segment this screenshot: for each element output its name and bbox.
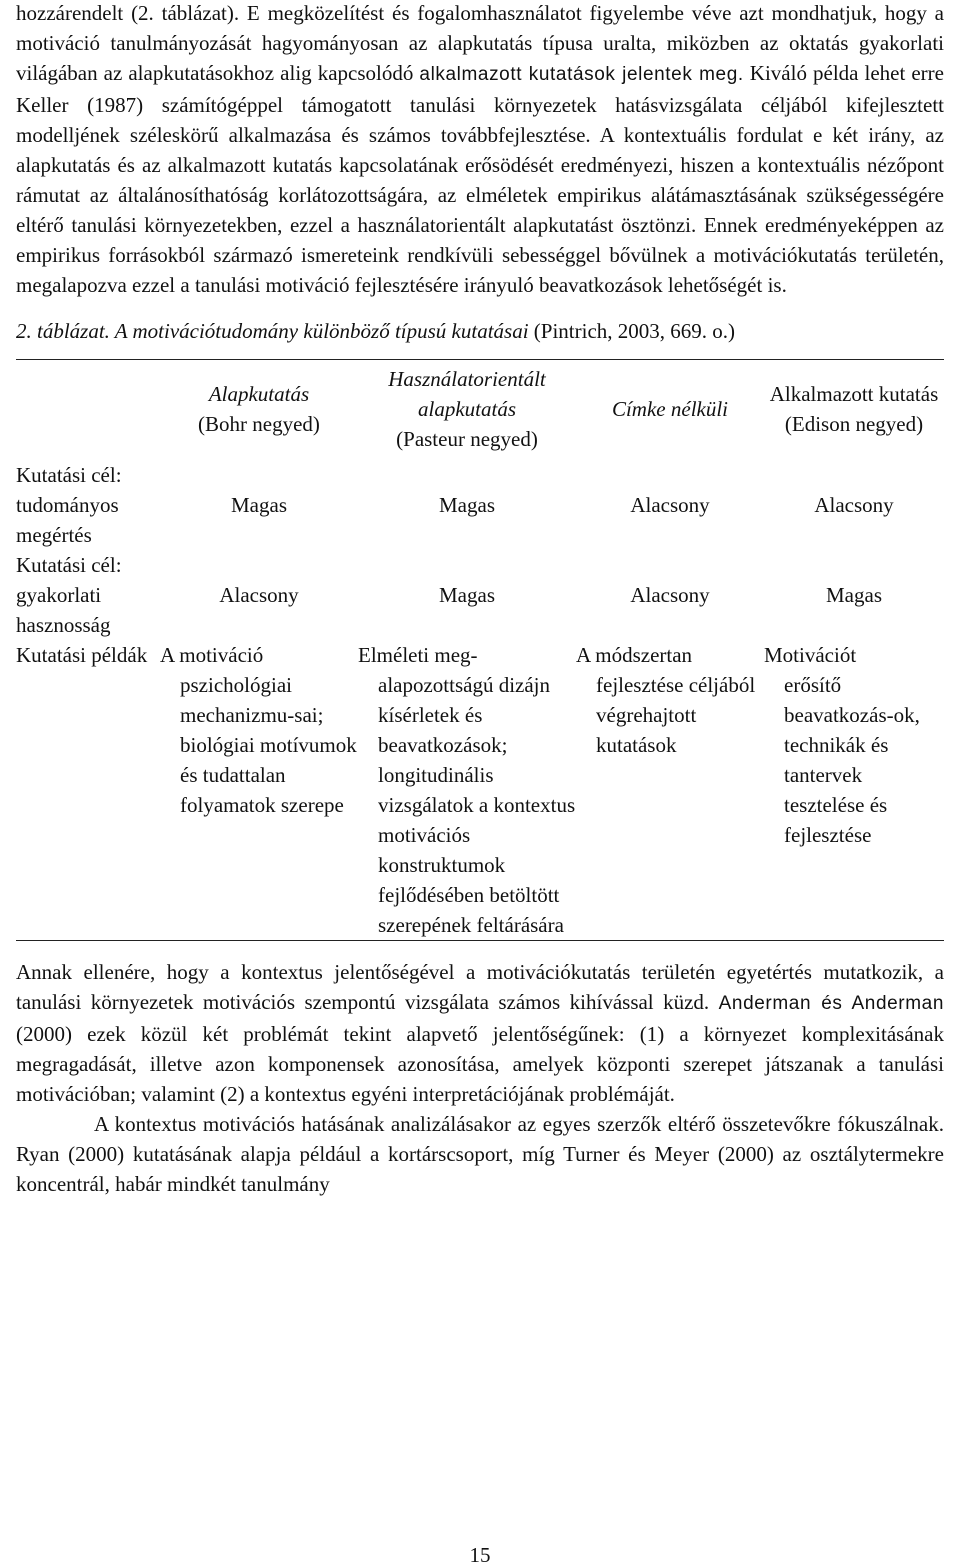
table-header-row [16, 360, 944, 461]
body-sans-run: Anderman és Anderman [718, 993, 944, 1014]
intro-sans-run: alkalmazott kutatások jelentek meg. [419, 64, 744, 85]
intro-paragraph [16, 0, 944, 300]
table-cell: Magas [439, 583, 495, 607]
example-cell: Motivációt erősítő beavatkozás-ok, technikák és tantervek tesztelése és fejlesztése [764, 643, 920, 847]
example-cell: Elméleti meg- alapozottságú dizájn kísérletek és beavatkozások; longitudinális vizsgálatok a kontextus motivációs konstruktumok fejlődésében betöltött szerepének feltárására [358, 643, 576, 937]
table-row [16, 550, 944, 640]
table-cell: Magas [826, 583, 882, 607]
body-text-start: Annak ellenére, hogy a kontextus jelentőségével a motivációkutatás területén egyetértés mutatkozik, a tanulási környezetek motivációs szempontú vizsgálata számos kihívással küzd. [16, 960, 944, 1014]
table-cell: Alacsony [219, 583, 299, 607]
table-row-examples [16, 640, 944, 941]
body-paragraph [16, 957, 944, 1109]
header-basic-research: Alapkutatás (Bohr negyed) [198, 382, 320, 436]
document-page [16, 0, 944, 1199]
table-cell: Alacsony [630, 493, 710, 517]
header-unlabeled: Címke nélküli [611, 397, 729, 421]
table-cell: Alacsony [630, 583, 710, 607]
research-types-table [16, 359, 944, 941]
intro-text-rest: Kiváló példa lehet erre Keller (1987) számítógéppel támogatott tanulási környezetek hatásvizsgálata céljából kifejlesztett modelljének széleskörű alkalmazása és számos továbbfejlesztése. A kontextuális fordulat e két irány, az alapkutatás és az alkalmazott kutatás kapcsolatának erősödését eredményezi, hiszen a kontextuális nézőpont rámutat az általánosíthatóság korlátozottságára, az elméletek empirikus alátámasztásának szükségességére eltérő tanulási környezetekben, ezzel a használatorientált alapkutatást ösztönzi. Ennek eredményeképpen az empirikus forrásokból származó ismereteink rendkívüli sebességgel bővülnek a motivációkutatás területén, megalapozva ezzel a tanulási motiváció fejlesztésére irányuló beavatkozások lehetőségét is. [16, 61, 944, 297]
row-label-examples: Kutatási példák [16, 643, 148, 667]
table-row [16, 460, 944, 550]
example-cell: A módszertan fejlesztése céljából végrehajtott kutatások [576, 643, 756, 757]
table-cell: Magas [231, 493, 287, 517]
page-number: 15 [469, 1543, 491, 1567]
header-use-inspired-research: Használatorientált alapkutatás (Pasteur negyed) [388, 367, 546, 451]
example-cell: A motiváció pszichológiai mechanizmu-sai; biológiai motívumok és tudattalan folyamatok szerepe [160, 643, 357, 817]
header-empty [16, 360, 160, 461]
table-cell: Magas [439, 493, 495, 517]
body-paragraph-2: A kontextus motivációs hatásának analizálásakor az egyes szerzők eltérő összetevőkre fókuszálnak. Ryan (2000) kutatásának alapja például a kortárscsoport, míg Turner és Meyer (2000) az osztálytermekre koncentrál, habár mindkét tanulmány [16, 1112, 944, 1196]
caption-title: 2. táblázat. A motivációtudomány különböző típusú kutatásai [16, 319, 529, 343]
table-caption [16, 316, 944, 346]
table-cell: Alacsony [814, 493, 894, 517]
row-label-usefulness: Kutatási cél: gyakorlati hasznosság [16, 553, 122, 637]
intro-text-start: hozzárendelt (2. táblázat). E megközelítést és fogalomhasználatot figyelembe véve azt mondhatjuk, hogy a motiváció tanulmányozását hagyományosan az alapkutatás típusa uralta, miközben az oktatás gyakorlati világában az alapkutatásokhoz alig kapcsolódó [16, 1, 944, 85]
header-applied-research: Alkalmazott kutatás (Edison negyed) [769, 382, 939, 436]
caption-source: (Pintrich, 2003, 669. o.) [528, 319, 736, 343]
body-text-rest: (2000) ezek közül két problémát tekint alapvető jelentőségűnek: (1) a környezet komplexitásának megragadását, illetve azon komponensek azonosítása, amelyek központi szerepet játszanak a tanulási motivációban; valamint (2) a kontextus egyéni interpretációjának problémáját. [16, 1022, 944, 1106]
row-label-understanding: Kutatási cél: tudományos megértés [16, 463, 122, 547]
